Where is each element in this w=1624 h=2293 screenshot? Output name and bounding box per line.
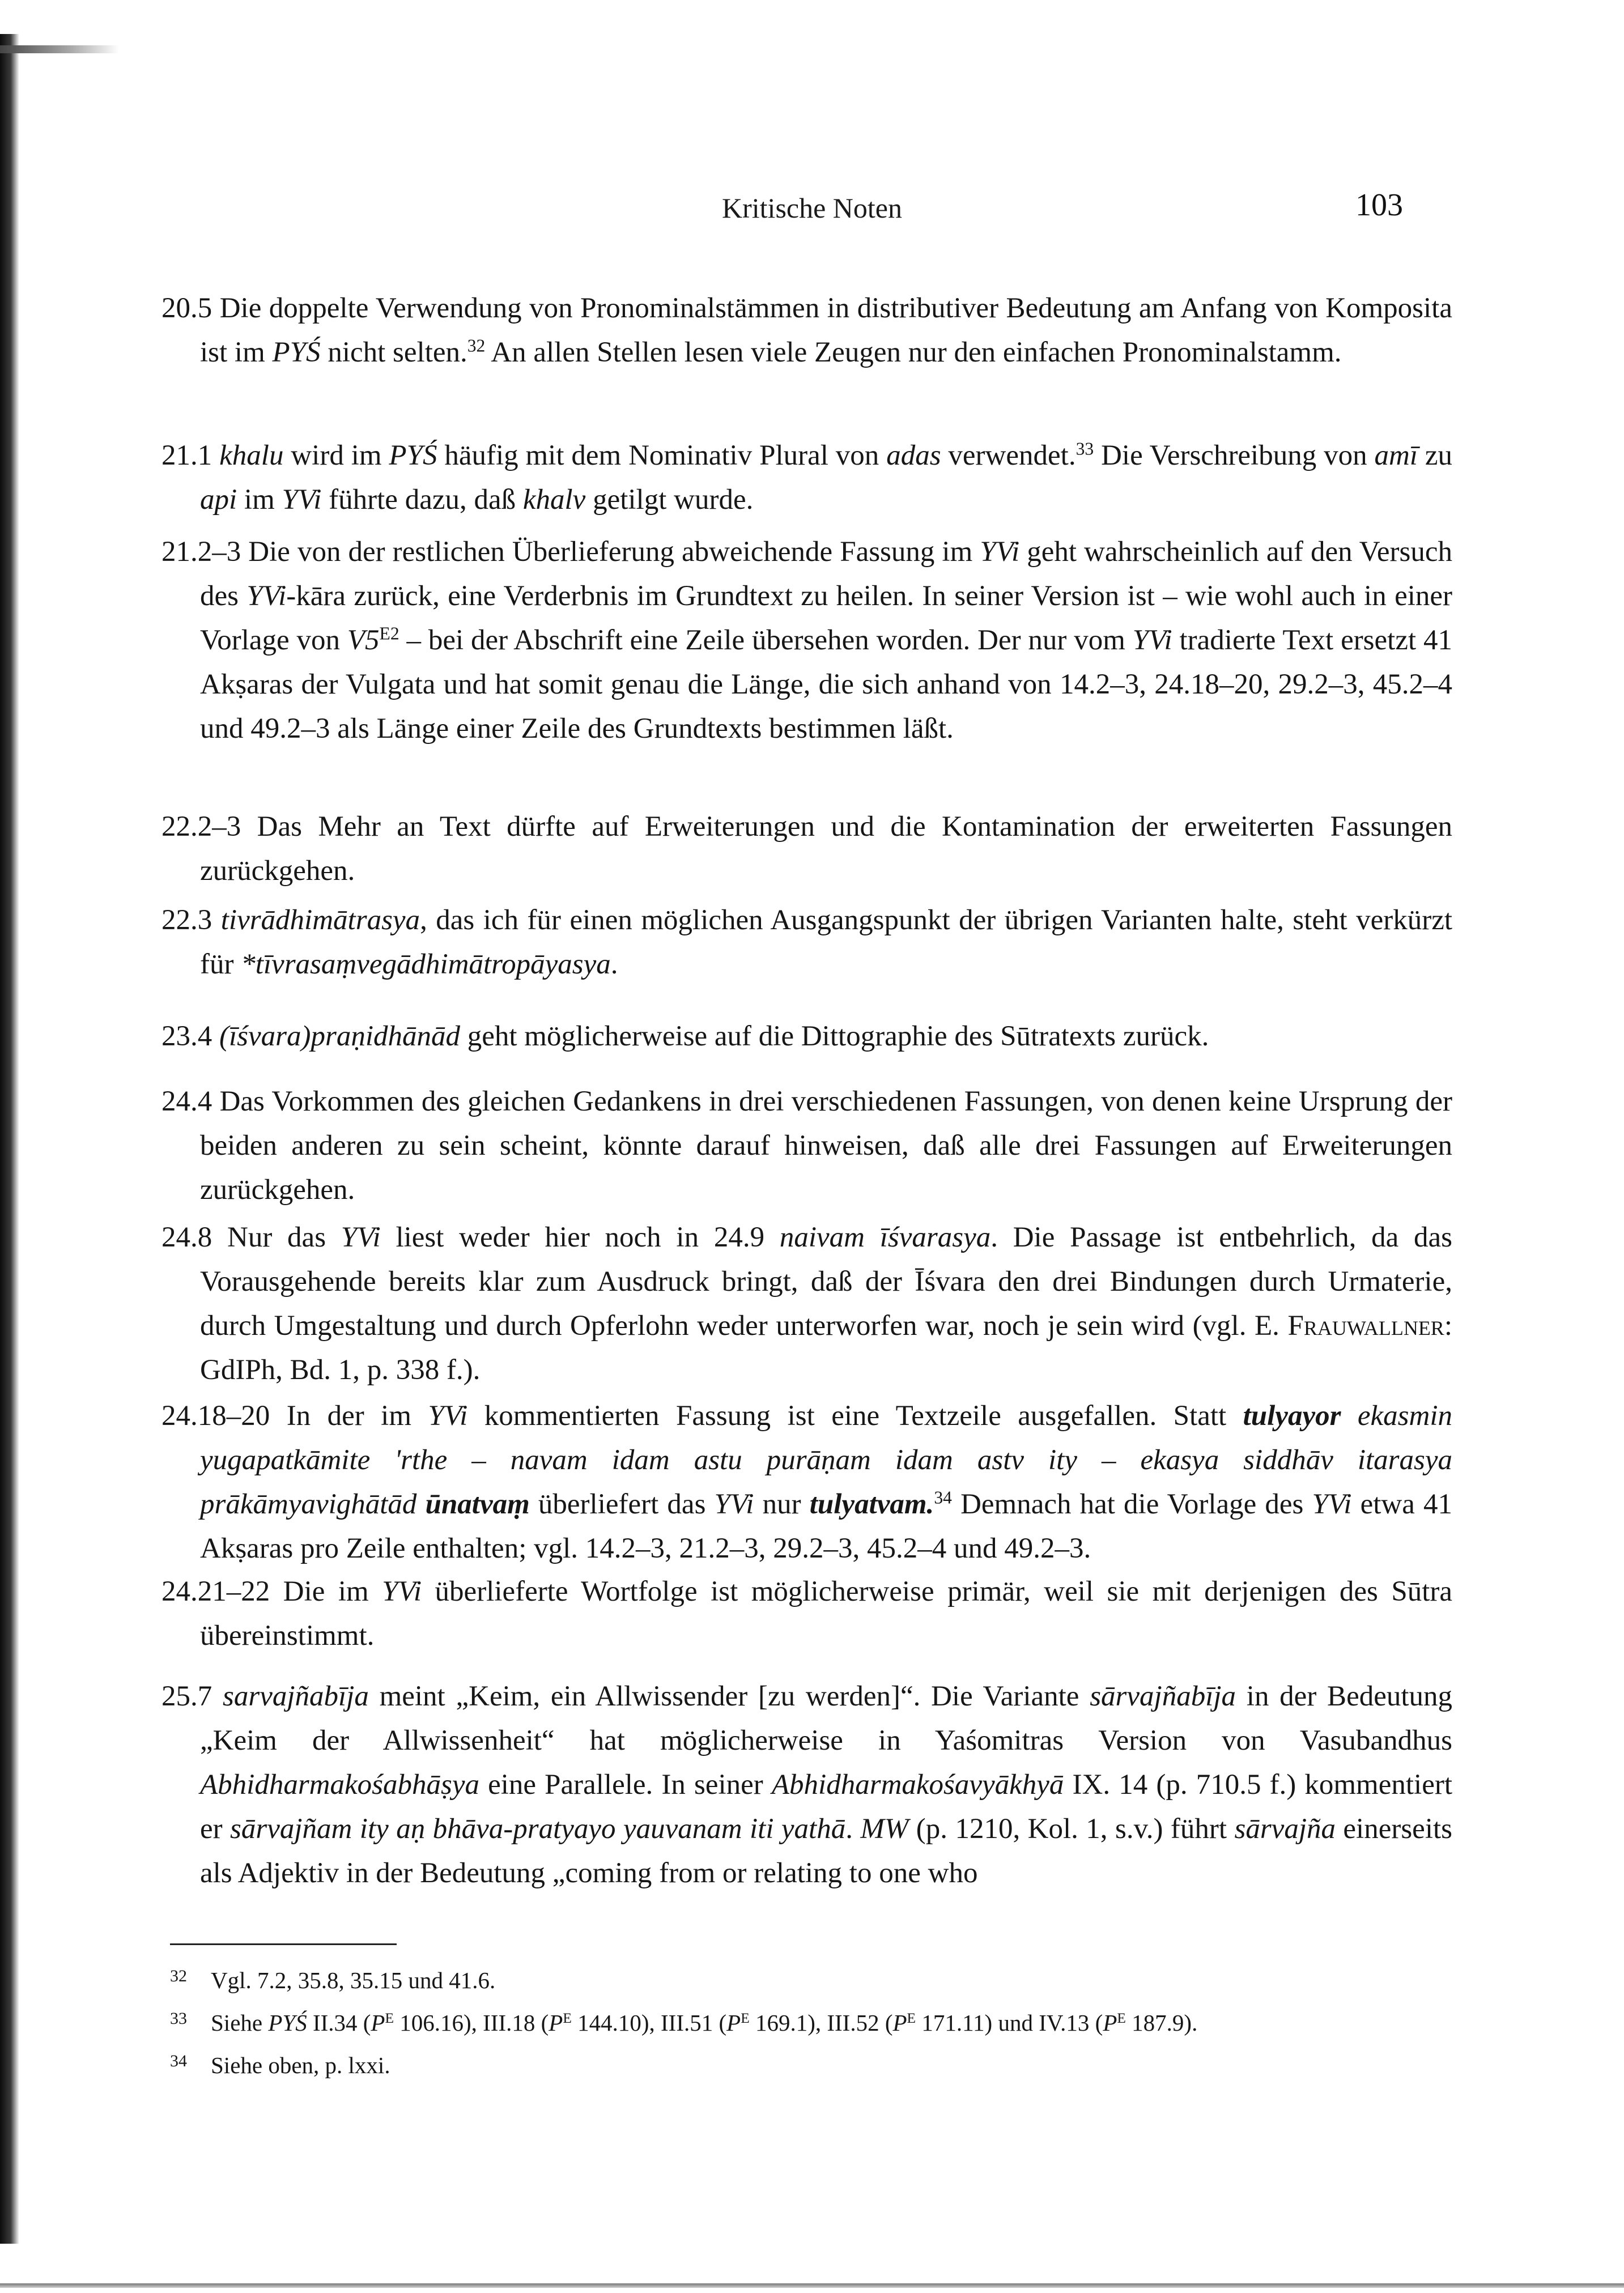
note-text: Das Vorkommen des gleichen Gedankens in drei verschiedenen Fassungen, von denen keine Ursprung der beiden anderen zu sein scheint, könnte darauf hinweisen, daß alle drei Fassungen auf Erweiterungen zurückgehen. [200, 1086, 1453, 1206]
footnote-33 [170, 2003, 1417, 2039]
note-25-7 [161, 1674, 1452, 1895]
book-binding-edge [0, 34, 19, 2244]
note-reference: 24.21–22 [161, 1576, 283, 1607]
note-22-3 [161, 898, 1452, 986]
footnote-text: Siehe PYŚ II.34 ($P^E$ 106.16), III.18 ($P^E$ 144.10), III.51 ($P^E$ 169.1), III.52 ($P^E$ 171.11) und IV.13 ($P^E$ 187.9). [211, 2010, 1198, 2036]
note-text: khalu wird im PYŚ häufig mit dem Nominativ Plural von adas verwendet.$^{33}$ Die Verschreibung von amī zu api im YVi führte dazu, daß khalv getilgt wurde. [200, 439, 1453, 516]
note-text: (īśvara)praṇidhānād geht möglicherweise auf die Dittographie des Sūtratexts zurück. [219, 1020, 1209, 1052]
note-24-18-20 [161, 1394, 1452, 1571]
footnote-text: Siehe oben, p. lxxi. [211, 2052, 390, 2078]
note-21-1 [161, 433, 1452, 522]
note-text: Die im YVi überlieferte Wortfolge ist möglicherweise primär, weil sie mit derjenigen des Sūtra übereinstimmt. [200, 1576, 1452, 1652]
note-reference: 20.5 [161, 292, 220, 324]
page-bottom-edge [0, 2283, 1624, 2288]
page-number: 103 [1355, 188, 1403, 223]
note-24-8 [161, 1215, 1452, 1392]
note-reference: 21.2–3 [161, 536, 249, 568]
note-21-2-3 [161, 530, 1452, 751]
binding-shadow [0, 45, 119, 53]
note-text: sarvajñabīja meint „Keim, ein Allwissender [zu werden]“. Die Variante sārvajñabīja in der Bedeutung „Keim der Allwissenheit“ hat möglicherweise in Yaśomitras Version von Vasubandhus Abhidharmakośabhāṣya eine Parallele. In seiner Abhidharmakośavyākhyā IX. 14 (p. 710.5 f.) kommentiert er sārvajñam ity aṇ bhāva-pratyayo yauvanam iti yathā. MW (p. 1210, Kol. 1, s.v.) führt sārvajña einerseits als Adjektiv in der Bedeutung „coming from or relating to one who [200, 1681, 1453, 1889]
running-header: Kritische Noten [722, 192, 902, 224]
note-24-21-22 [161, 1569, 1452, 1658]
note-reference: 23.4 [161, 1020, 219, 1052]
note-24-4 [161, 1079, 1452, 1212]
note-reference: 22.2–3 [161, 811, 257, 843]
note-20-5 [161, 286, 1452, 375]
note-reference: 21.1 [161, 440, 220, 471]
note-text: Das Mehr an Text dürfte auf Erweiterungen und die Kontamination der erweiterten Fassungen zurückgehen. [200, 811, 1452, 887]
footnote-number: 32 [170, 1967, 187, 1985]
footnote-text: Vgl. 7.2, 35.8, 35.15 und 41.6. [211, 1967, 496, 1993]
note-text: Die doppelte Verwendung von Pronominalstämmen in distributiver Bedeutung am Anfang von Komposita ist im PYŚ nicht selten.$^{32}$ An allen Stellen lesen viele Zeugen nur den einfachen Pronominalstamm. [200, 292, 1453, 368]
note-reference: 24.4 [161, 1086, 220, 1117]
note-reference: 24.8 [161, 1222, 227, 1253]
note-text: In der im YVi kommentierten Fassung ist eine Textzeile ausgefallen. Statt tulyayor ekasmin yugapatkāmite 'rthe – navam idam astu purāṇam idam astv ity – ekasya siddhāv itarasya prākāmyavighātād ūnatvaṃ überliefert das YVi nur tulyatvam.$^{34}$ Demnach hat die Vorlage des YVi etwa 41 Akṣaras pro Zeile enthalten; vgl. 14.2–3, 21.2–3, 29.2–3, 45.2–4 und 49.2–3. [200, 1400, 1452, 1564]
note-reference: 24.18–20 [161, 1400, 287, 1432]
footnote-32 [170, 1960, 1417, 1996]
note-reference: 22.3 [161, 904, 221, 936]
note-reference: 25.7 [161, 1681, 223, 1712]
note-text: tivrādhimātrasya, das ich für einen möglichen Ausgangspunkt der übrigen Varianten halte, steht verkürzt für *tīvrasaṃvegādhimātropāyasya. [200, 904, 1453, 980]
note-23-4 [161, 1014, 1452, 1058]
footnote-number: 34 [170, 2052, 187, 2070]
footnote-separator [170, 1943, 397, 1945]
footnote-34 [170, 2045, 1417, 2081]
note-text: Nur das YVi liest weder hier noch in 24.9 naivam īśvarasya. Die Passage ist entbehrlich, da das Vorausgehende bereits klar zum Ausdruck bringt, daß der Īśvara den drei Bindungen durch Urmaterie, durch Umgestaltung und durch Opferlohn weder unterworfen war, noch je sein wird (vgl. E. Frauwallner: GdIPh, Bd. 1, p. 338 f.). [200, 1222, 1452, 1386]
footnote-number: 33 [170, 2009, 187, 2028]
note-22-2-3 [161, 805, 1452, 893]
note-text: Die von der restlichen Überlieferung abweichende Fassung im YVi geht wahrscheinlich auf den Versuch des YVi-kāra zurück, eine Verderbnis im Grundtext zu heilen. In seiner Version ist – wie wohl auch in einer Vorlage von $V5^{E2}$ – bei der Abschrift eine Zeile übersehen worden. Der nur vom YVi tradierte Text ersetzt 41 Akṣaras der Vulgata und hat somit genau die Länge, die sich anhand von 14.2–3, 24.18–20, 29.2–3, 45.2–4 und 49.2–3 als Länge einer Zeile des Grundtexts bestimmen läßt. [200, 536, 1453, 745]
